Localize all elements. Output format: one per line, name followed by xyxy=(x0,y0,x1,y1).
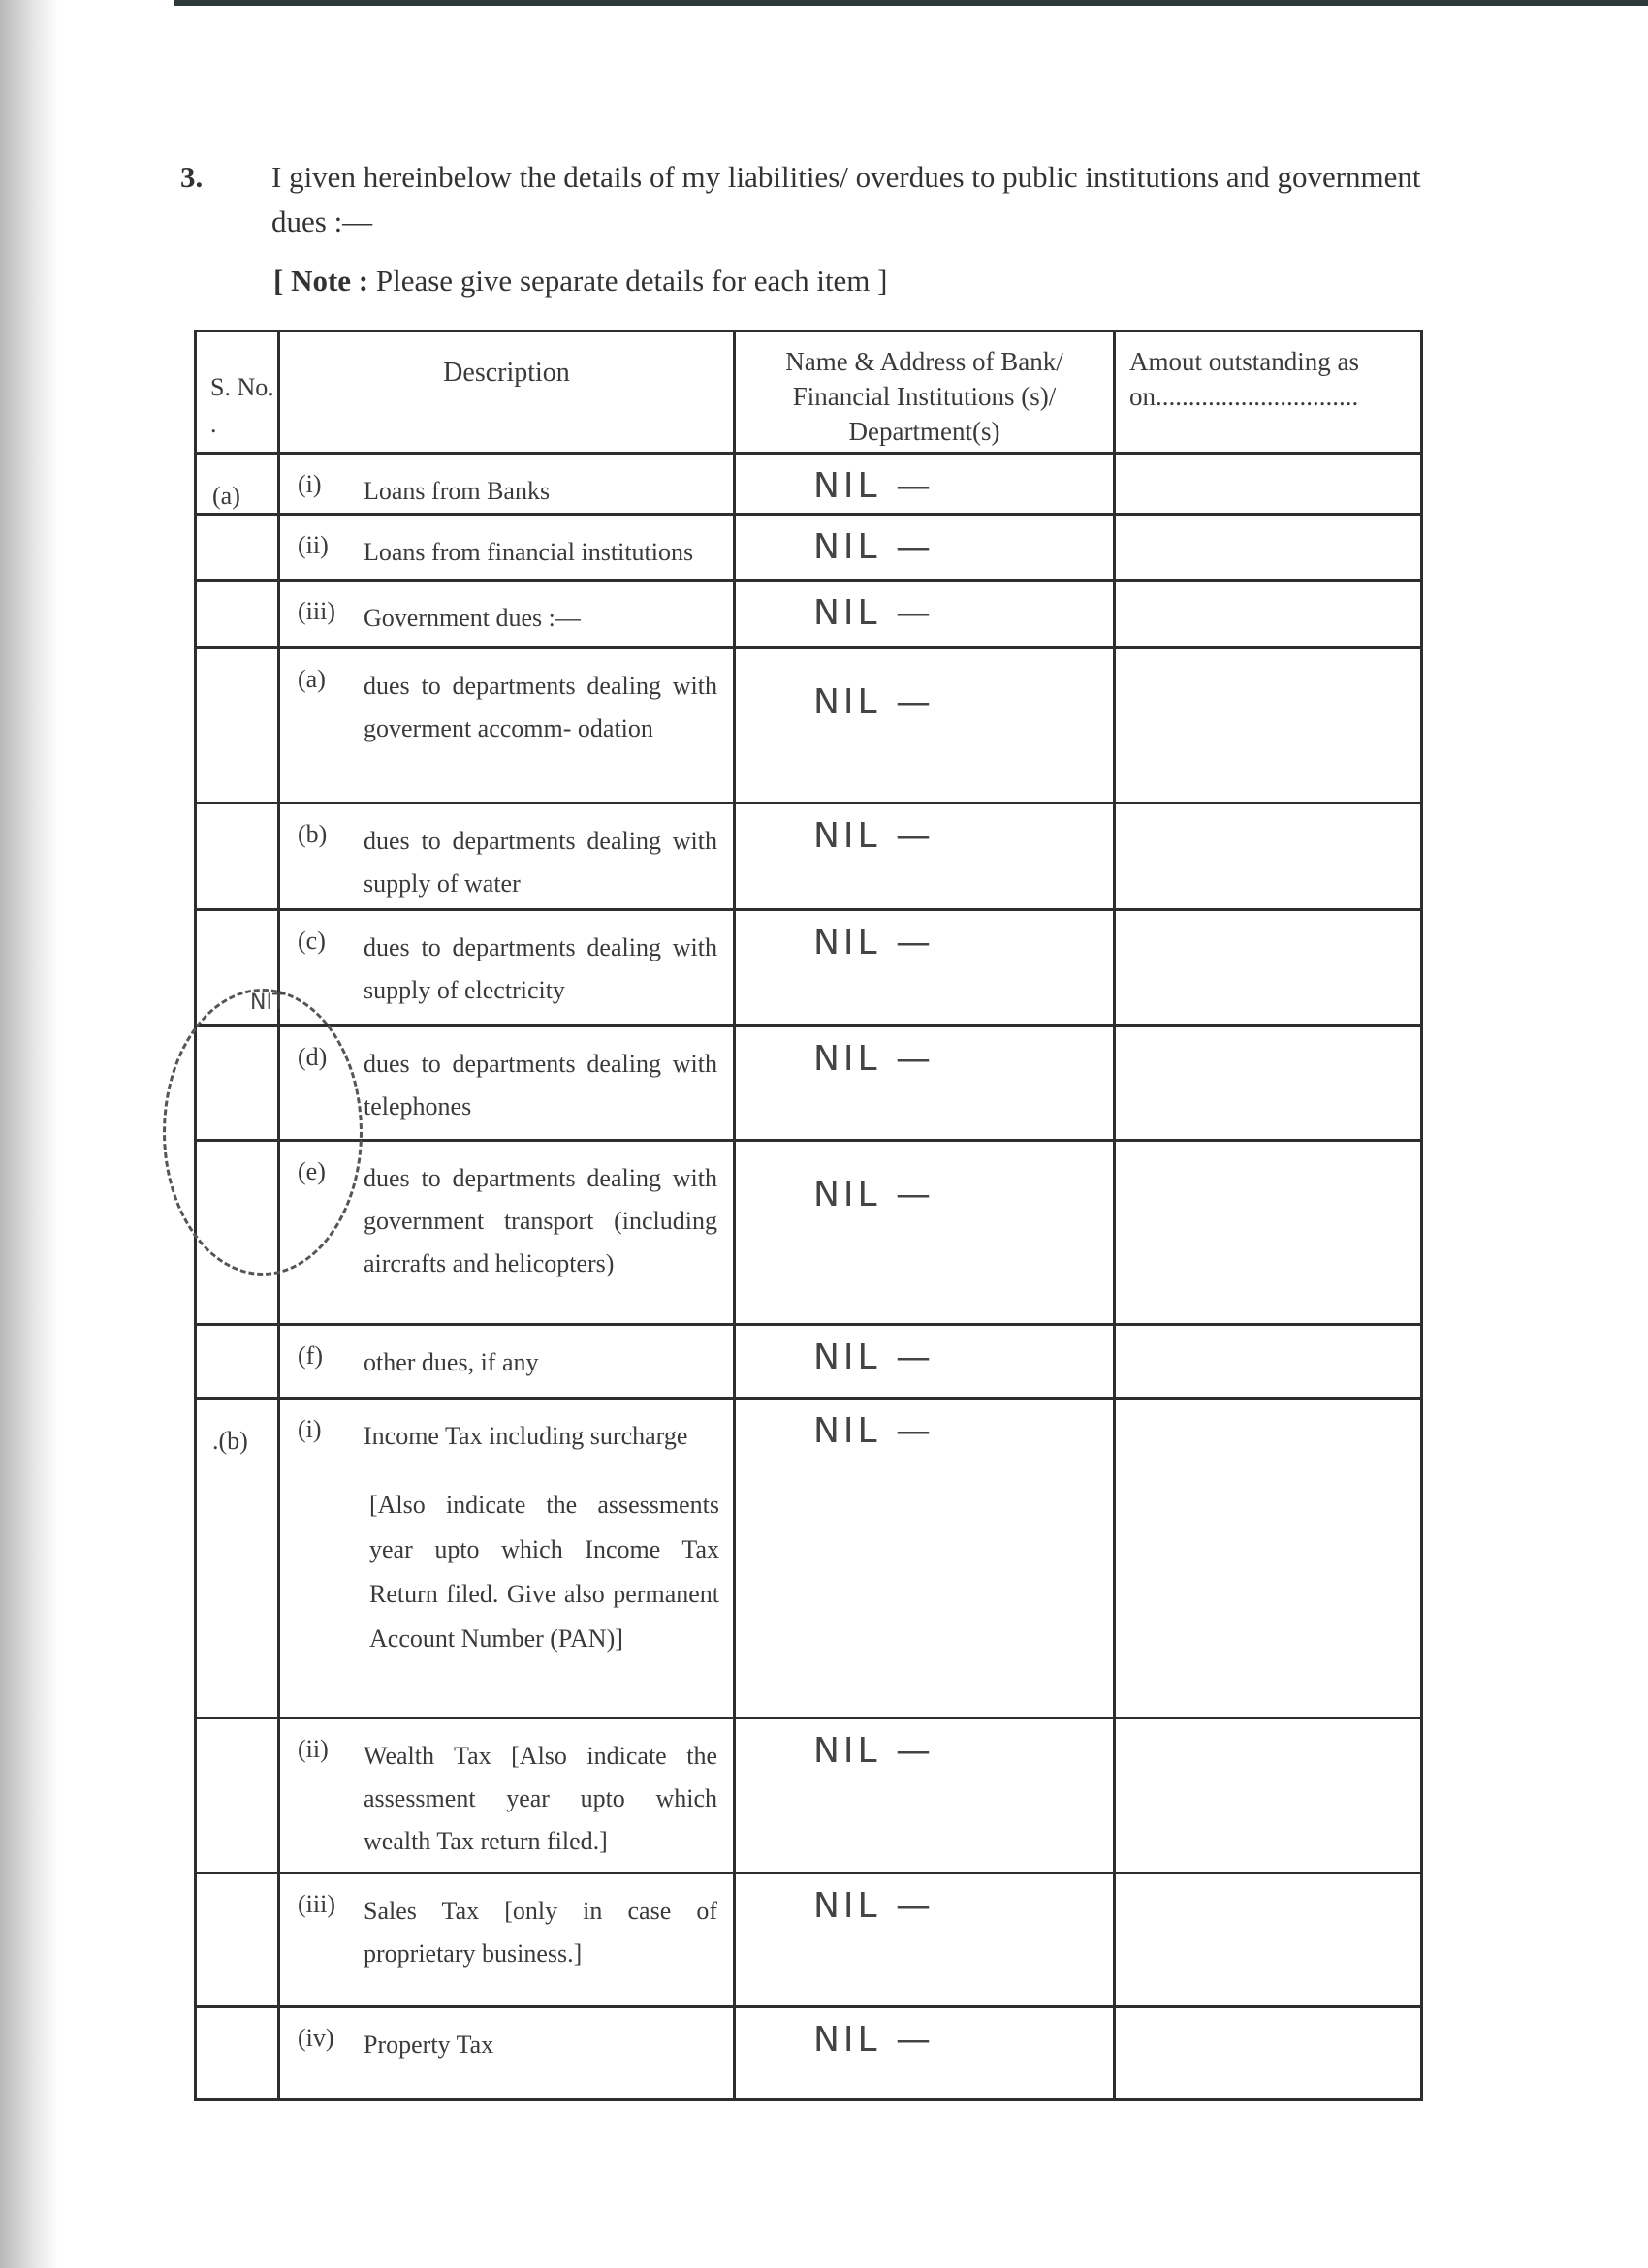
row-serial xyxy=(196,2007,279,2100)
row-description xyxy=(279,1399,735,1718)
row-description-text: dues to departments dealing with goverment accomm- odation xyxy=(364,672,717,742)
section-text: I given hereinbelow the details of my liabilities/ overdues to public institutions and government dues :— xyxy=(271,160,1421,238)
row-amount xyxy=(1115,1718,1422,1874)
table-row xyxy=(196,1026,1422,1141)
liabilities-table xyxy=(194,330,1423,2101)
row-description xyxy=(279,1874,735,2007)
row-handwritten-entry: NIL — xyxy=(735,1718,1115,1874)
table-row xyxy=(196,581,1422,648)
row-description xyxy=(279,648,735,803)
row-item-marker: (ii) xyxy=(298,1735,329,1763)
row-handwritten-entry: NIL — xyxy=(735,454,1115,515)
row-item-marker: (b) xyxy=(298,820,328,848)
row-amount xyxy=(1115,1874,1422,2007)
row-item-marker: (iv) xyxy=(298,2024,334,2052)
row-description-text: Loans from financial institutions xyxy=(364,538,694,566)
row-item-marker: (a) xyxy=(298,665,326,693)
row-item-marker: (f) xyxy=(298,1341,323,1370)
row-description-text: Government dues :— xyxy=(364,604,581,632)
row-description xyxy=(279,2007,735,2100)
row-description-text: dues to departments dealing with supply of water xyxy=(364,827,717,898)
table-header-row xyxy=(196,331,1422,454)
row-description-text: dues to departments dealing with telephones xyxy=(364,1050,717,1120)
row-item-marker: (iii) xyxy=(298,1890,335,1918)
row-amount xyxy=(1115,648,1422,803)
row-amount xyxy=(1115,454,1422,515)
row-description xyxy=(279,1325,735,1399)
scan-top-edge xyxy=(174,0,1648,6)
row-serial: .(b) xyxy=(196,1399,279,1718)
row-handwritten-entry: NIL — xyxy=(735,1026,1115,1141)
note-line xyxy=(273,264,888,299)
row-handwritten-entry: NIL — xyxy=(735,910,1115,1026)
table-row xyxy=(196,1141,1422,1325)
row-handwritten-entry: NIL — xyxy=(735,581,1115,648)
note-text: Please give separate details for each item ] xyxy=(375,264,888,298)
row-amount xyxy=(1115,910,1422,1026)
header-description: Description xyxy=(279,331,735,454)
header-name-address: Name & Address of Bank/ Financial Institutions (s)/ Department(s) xyxy=(735,331,1115,454)
row-amount xyxy=(1115,1325,1422,1399)
row-handwritten-entry: NIL — xyxy=(735,1399,1115,1718)
row-description xyxy=(279,581,735,648)
row-description-text: other dues, if any xyxy=(364,1348,539,1376)
row-serial xyxy=(196,515,279,581)
note-label: [ Note : xyxy=(273,264,369,298)
header-amount: Amout outstanding as on............................... xyxy=(1115,331,1422,454)
row-handwritten-entry: NIL — xyxy=(735,803,1115,910)
row-handwritten-entry: NIL — xyxy=(735,515,1115,581)
row-description xyxy=(279,1718,735,1874)
row-amount xyxy=(1115,515,1422,581)
row-amount xyxy=(1115,1141,1422,1325)
row-description-text: Income Tax including surcharge xyxy=(364,1422,688,1450)
table-row xyxy=(196,1399,1422,1718)
row-item-marker: (i) xyxy=(298,470,322,498)
row-handwritten-entry: NIL — xyxy=(735,1325,1115,1399)
row-item-marker: (i) xyxy=(298,1415,322,1443)
scan-edge-shadow xyxy=(0,0,58,2268)
table-row xyxy=(196,515,1422,581)
table-row xyxy=(196,803,1422,910)
table-row xyxy=(196,454,1422,515)
row-description-text: Loans from Banks xyxy=(364,477,551,505)
row-amount xyxy=(1115,581,1422,648)
row-serial xyxy=(196,803,279,910)
row-item-marker: (ii) xyxy=(298,531,329,559)
row-serial xyxy=(196,1325,279,1399)
row-description-text: Sales Tax [only in case of proprietary business.] xyxy=(364,1897,717,1968)
row-description-text: dues to departments dealing with supply of electricity xyxy=(364,933,717,1004)
row-description xyxy=(279,910,735,1026)
row-description-text: Wealth Tax [Also indicate the assessment year upto which wealth Tax return filed.] xyxy=(364,1742,717,1855)
table-row xyxy=(196,1874,1422,2007)
row-handwritten-entry: NIL — xyxy=(735,648,1115,803)
row-description xyxy=(279,803,735,910)
row-serial xyxy=(196,648,279,803)
row-item-marker: (iii) xyxy=(298,597,335,625)
table-row xyxy=(196,1718,1422,1874)
row-serial xyxy=(196,581,279,648)
stamp-text: NIT xyxy=(250,991,286,1015)
office-stamp xyxy=(163,989,363,1276)
row-description xyxy=(279,515,735,581)
row-amount xyxy=(1115,1399,1422,1718)
row-item-marker: (e) xyxy=(298,1157,326,1185)
row-item-marker: (d) xyxy=(298,1043,328,1071)
row-amount xyxy=(1115,803,1422,910)
row-description-note: [Also indicate the assessments year upto which Income Tax Return filed. Give also permanent Account Number (PAN)] xyxy=(369,1491,719,1653)
row-serial: (a) xyxy=(196,454,279,515)
table-row xyxy=(196,1325,1422,1399)
row-handwritten-entry: NIL — xyxy=(735,2007,1115,2100)
header-sno: S. No. . xyxy=(196,331,279,454)
row-description-text: dues to departments dealing with government transport (including aircrafts and helicopters) xyxy=(364,1164,717,1277)
row-handwritten-entry: NIL — xyxy=(735,1141,1115,1325)
row-serial xyxy=(196,1874,279,2007)
section-number: 3. xyxy=(180,160,204,194)
row-description xyxy=(279,454,735,515)
row-serial xyxy=(196,1718,279,1874)
row-amount xyxy=(1115,2007,1422,2100)
table-row xyxy=(196,2007,1422,2100)
row-item-marker: (c) xyxy=(298,927,326,955)
row-handwritten-entry: NIL — xyxy=(735,1874,1115,2007)
row-amount xyxy=(1115,1026,1422,1141)
row-description-text: Property Tax xyxy=(364,2031,494,2059)
table-row xyxy=(196,910,1422,1026)
table-row xyxy=(196,648,1422,803)
